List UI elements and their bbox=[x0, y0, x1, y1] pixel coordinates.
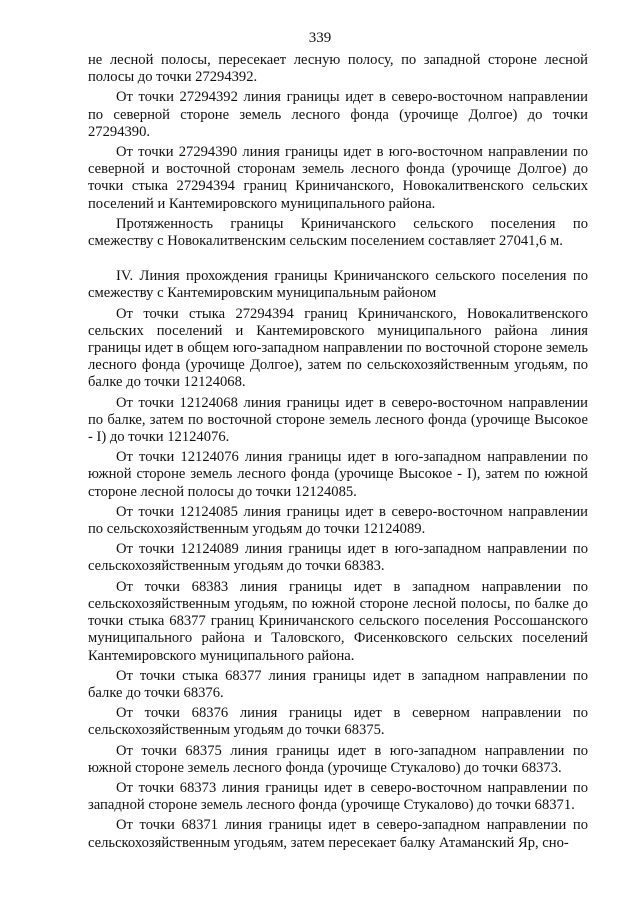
paragraph: От точки 68383 линия границы идет в западном направлении по сельскохозяйственным угодьям, по южной стороне лесной полосы, по балке до точки стыка 68377 границ Криничанского сельского поселения Россошанского муниципального района и Таловского, Фисенковского сельских поселений Кантемировского муниципального района. bbox=[88, 578, 588, 664]
paragraph: От точки 68371 линия границы идет в северо-западном направлении по сельскохозяйственным угодьям, затем пересекает балку Атаманский Яр, сно- bbox=[88, 817, 588, 851]
paragraph: Протяженность границы Криничанского сельского поселения по смежеству с Новокалитвенским сельским поселением составляет 27041,6 м. bbox=[88, 215, 588, 250]
document-body bbox=[88, 52, 588, 855]
paragraph: От точки 12124089 линия границы идет в юго-западном направлении по сельскохозяйственным угодьям до точки 68383. bbox=[88, 541, 588, 575]
paragraph: От точки 12124068 линия границы идет в северо-восточном направлении по балке, затем по восточной стороне земель лесного фонда (урочище Высокое - I) до точки 12124076. bbox=[88, 394, 588, 446]
paragraph: От точки 68376 линия границы идет в северном направлении по сельскохозяйственным угодьям до точки 68375. bbox=[88, 705, 588, 739]
paragraph: От точки стыка 68377 линия границы идет в западном направлении по балке до точки 68376. bbox=[88, 667, 588, 701]
paragraph: От точки 68375 линия границы идет в юго-западном направлении по южной стороне земель лесного фонда (урочище Стукалово) до точки 68373. bbox=[88, 742, 588, 776]
paragraph: От точки 27294392 линия границы идет в северо-восточном направлении по северной стороне земель лесного фонда (урочище Долгое) до точки 27294390. bbox=[88, 89, 588, 140]
paragraph: От точки 12124076 линия границы идет в юго-западном направлении по южной стороне земель лесного фонда (урочище Высокое - I), затем по южной стороне лесной полосы до точки 12124085. bbox=[88, 449, 588, 500]
paragraph: не лесной полосы, пересекает лесную полосу, по западной стороне лесной полосы до точки 27294392. bbox=[88, 52, 588, 86]
paragraph: От точки стыка 27294394 границ Криничанского, Новокалитвенского сельских поселений и Кантемировского муниципального района линия границы идет в общем юго-западном направлении по восточной стороне земель лесного фонда (урочище Долгое), затем по сельскохозяйственным угодьям, по балке до точки 12124068. bbox=[88, 305, 588, 391]
page-number: 339 bbox=[308, 30, 332, 46]
paragraph: От точки 27294390 линия границы идет в юго-восточном направлении по северной и восточной сторонам земель лесного фонда (урочище Долгое) до точки стыка 27294394 границ Криничанского, Новокалитвенского сельских поселений и Кантемировского муниципального района. bbox=[88, 144, 588, 212]
paragraph: От точки 68373 линия границы идет в северо-восточном направлении по западной стороне земель лесного фонда (урочище Стукалово) до точки 68371. bbox=[88, 779, 588, 814]
paragraph: От точки 12124085 линия границы идет в северо-восточном направлении по сельскохозяйственным угодьям до точки 12124089. bbox=[88, 503, 588, 538]
section-heading: IV. Линия прохождения границы Криничанского сельского поселения по смежеству с Кантемировским муниципальным районом bbox=[88, 268, 588, 302]
